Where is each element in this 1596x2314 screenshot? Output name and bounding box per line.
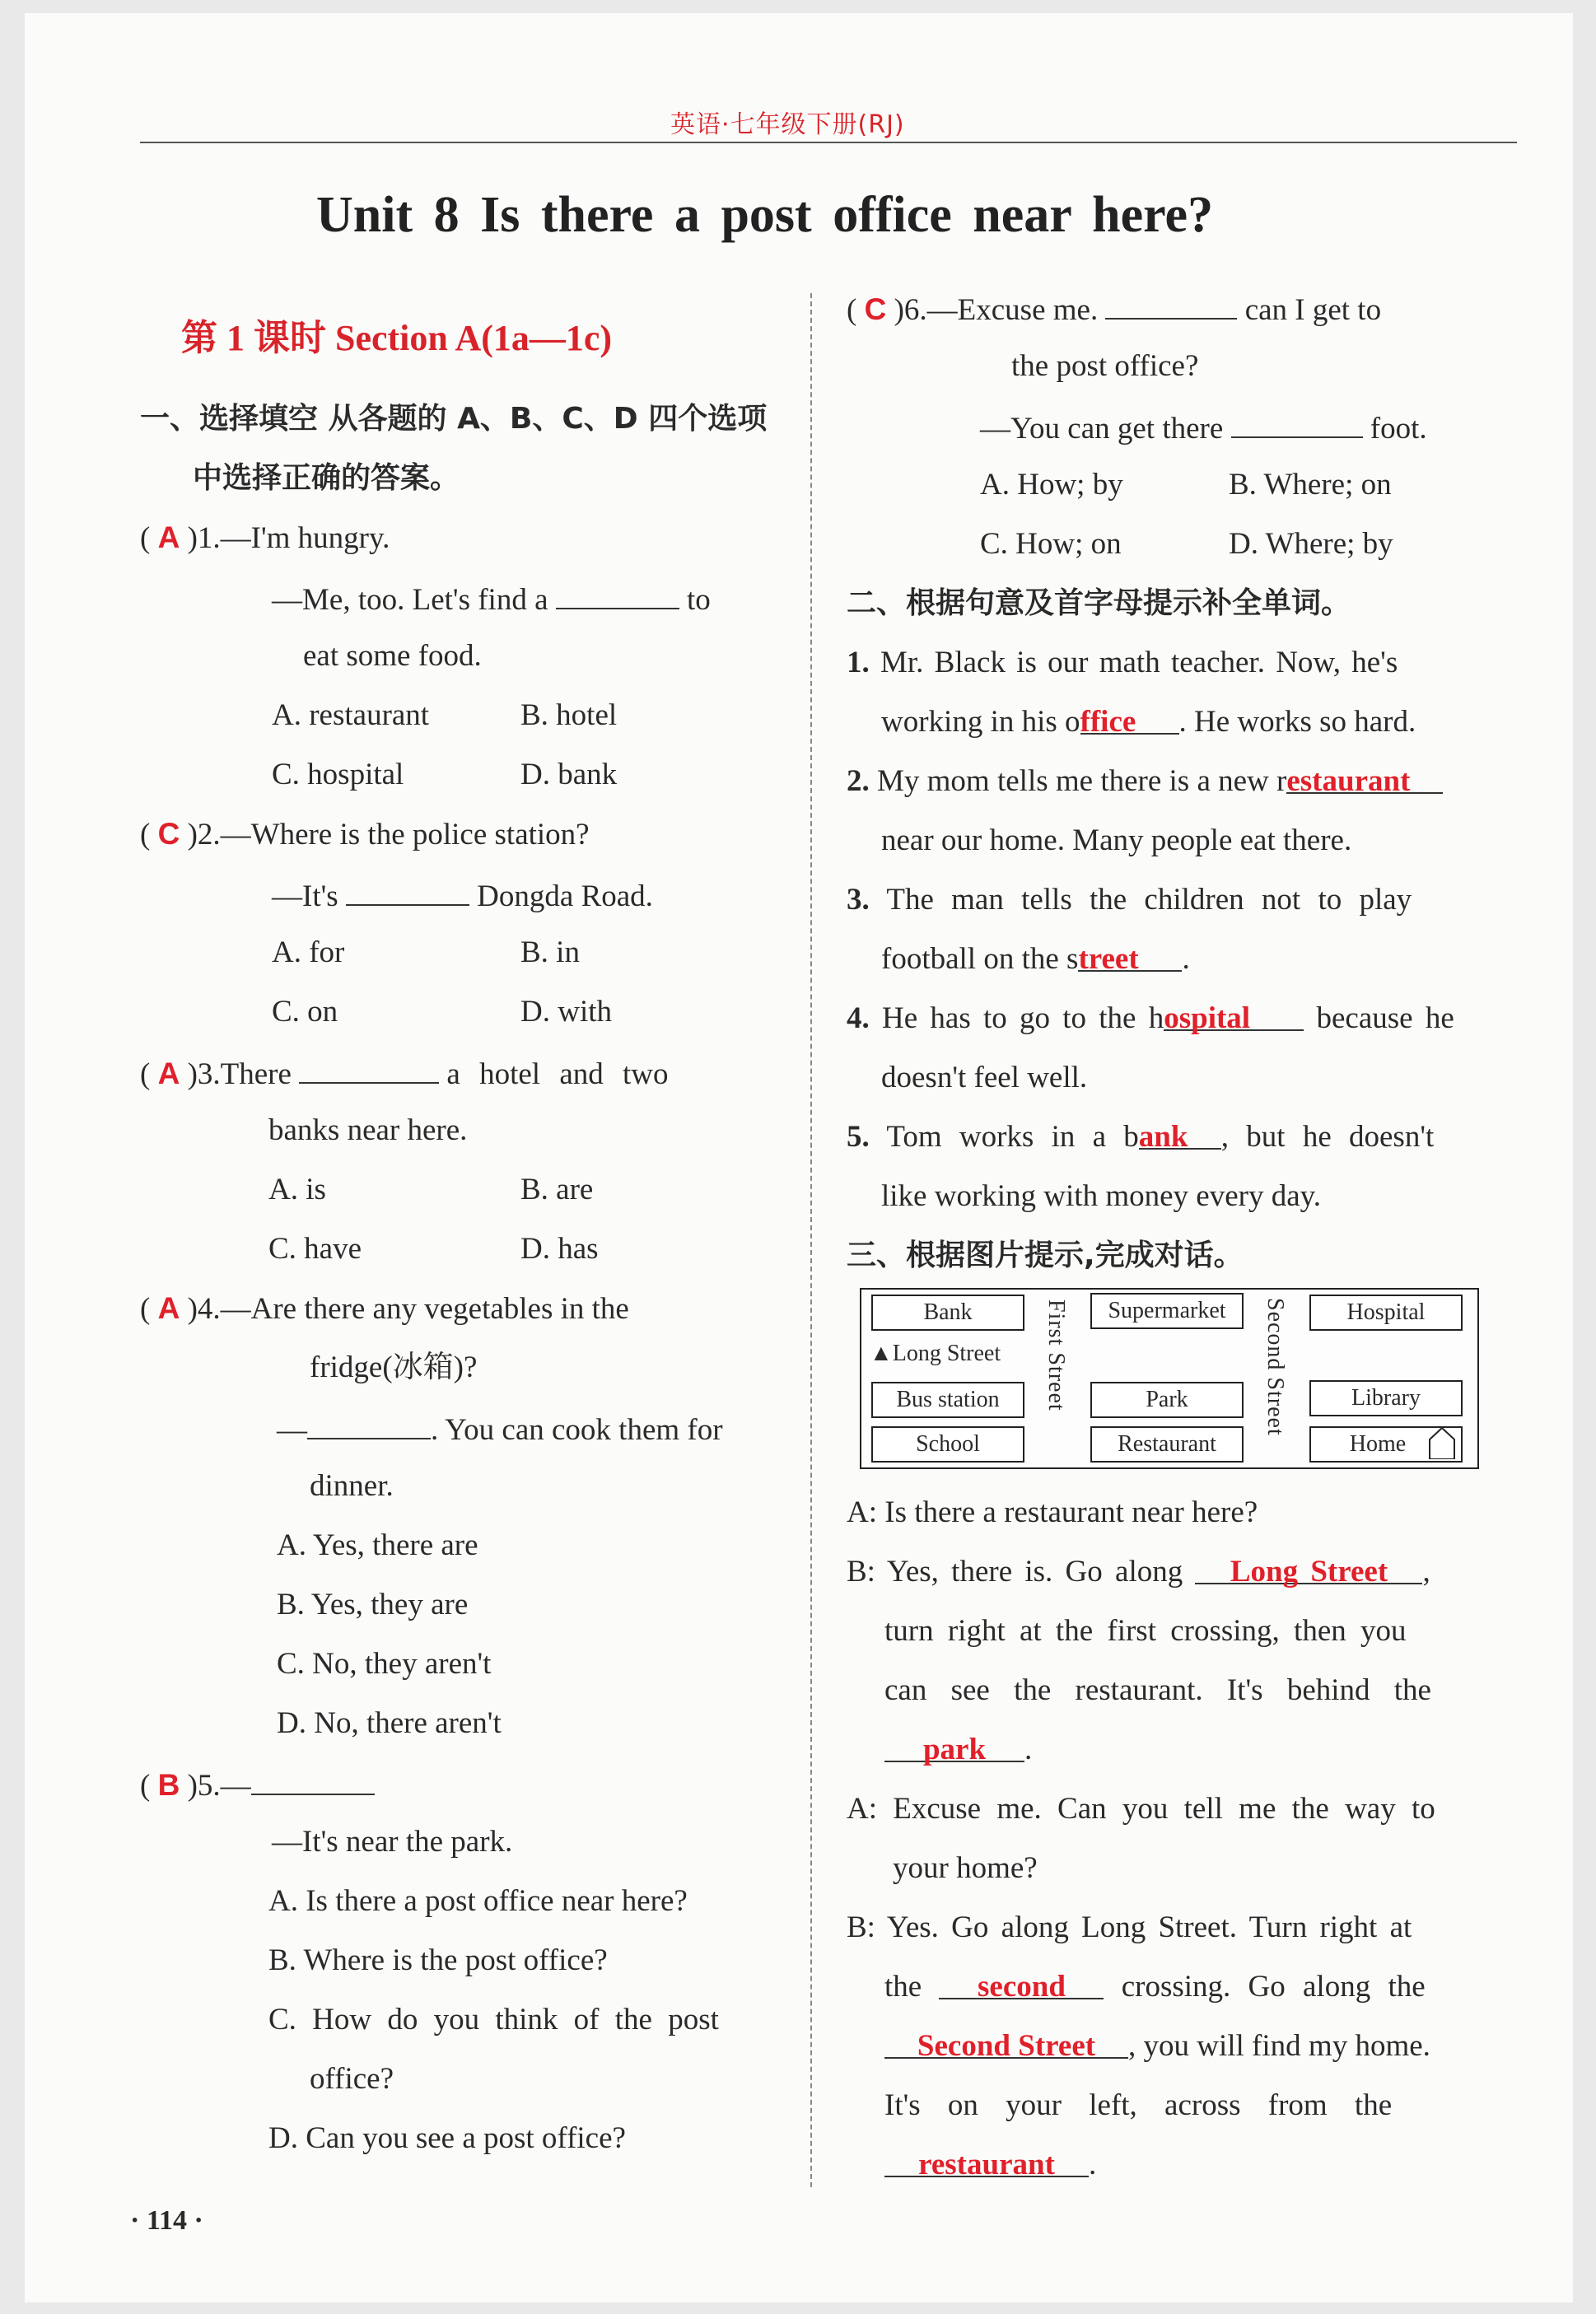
q5-option-a: A. Is there a post office near here? bbox=[268, 1884, 688, 1918]
p2-s2-line1 bbox=[847, 763, 1443, 800]
q2-line2b: Dongda Road. bbox=[477, 879, 653, 913]
q6-number: )6. bbox=[894, 293, 927, 327]
p2-s5-fill: ank bbox=[1138, 1120, 1188, 1154]
q4-line2: fridge(冰箱)? bbox=[310, 1351, 478, 1384]
p2-s4-text1a: He has to go to the h bbox=[882, 1001, 1164, 1035]
q3-option-c: C. have bbox=[268, 1232, 362, 1266]
dialogue-line5b: . bbox=[1024, 1733, 1033, 1766]
p2-s1-text1: Mr. Black is our math teacher. Now, he's bbox=[880, 646, 1398, 679]
dialogue-line9 bbox=[884, 1968, 1426, 2006]
q5-option-d: D. Can you see a post office? bbox=[268, 2121, 626, 2155]
q3-option-b: B. are bbox=[520, 1173, 594, 1206]
q2-blank[interactable] bbox=[346, 875, 469, 906]
map-restaurant: Restaurant bbox=[1090, 1426, 1244, 1463]
q2-number: )2. bbox=[187, 818, 221, 851]
q1-line3: eat some food. bbox=[303, 639, 482, 673]
dialogue-blank-3[interactable] bbox=[939, 1968, 1104, 2004]
dialogue-blank-4[interactable] bbox=[884, 2027, 1128, 2063]
p2-s3-text2a: football on the s bbox=[881, 942, 1079, 976]
p2-s2-number: 2. bbox=[847, 764, 870, 798]
p2-s4-fill: ospital bbox=[1164, 1001, 1251, 1035]
p2-s3-blank[interactable] bbox=[1078, 940, 1182, 976]
q4-option-b: B. Yes, they are bbox=[277, 1588, 469, 1621]
p2-s4-blank[interactable] bbox=[1164, 1000, 1304, 1035]
dialogue-fill-3: second bbox=[978, 1970, 1066, 2004]
map-supermarket: Supermarket bbox=[1090, 1293, 1244, 1329]
section-title bbox=[181, 308, 612, 361]
q6-blank-1[interactable] bbox=[1105, 288, 1237, 320]
q4-line1: —Are there any vegetables in the bbox=[220, 1292, 629, 1326]
page-number: · 114 · bbox=[130, 2205, 203, 2236]
q6-line3a: —You can get there bbox=[980, 412, 1224, 446]
header-rule bbox=[140, 142, 1517, 143]
p2-s5-text1a: Tom works in a b bbox=[886, 1120, 1139, 1154]
q5-option-c: C. How do you think of the post bbox=[268, 2003, 719, 2036]
q6-option-d: D. Where; by bbox=[1229, 527, 1393, 561]
map-home: Home bbox=[1309, 1426, 1463, 1463]
p2-s1-text2b: . He works so hard. bbox=[1178, 705, 1416, 739]
street-map bbox=[860, 1288, 1479, 1469]
dialogue-fill-4: Second Street bbox=[917, 2029, 1096, 2063]
dialogue-line12 bbox=[884, 2146, 1096, 2184]
map-hospital: Hospital bbox=[1309, 1295, 1463, 1331]
q5-stem: ( B )5.— bbox=[140, 1764, 375, 1805]
q4-stem: ( A )4.—Are there any vegetables in the bbox=[140, 1291, 629, 1326]
q1-option-d: D. bank bbox=[520, 758, 618, 791]
q1-line2b: to bbox=[687, 583, 711, 617]
p2-s1-line2 bbox=[881, 703, 1416, 741]
q1-option-c: C. hospital bbox=[272, 758, 404, 791]
dialogue-line11: It's on your left, across from the bbox=[884, 2088, 1393, 2122]
q6-stem: ( C )6.—Excuse me. can I get to bbox=[847, 288, 1381, 329]
q4-option-a: A. Yes, there are bbox=[277, 1528, 478, 1562]
p2-s4-number: 4. bbox=[847, 1001, 870, 1035]
q4-line3a: — bbox=[277, 1413, 307, 1447]
part1-title: 一、选择填空 从各题的 A、B、C、D 四个选项 bbox=[140, 402, 768, 436]
q3-option-d: D. has bbox=[520, 1232, 599, 1266]
q5-line2: —It's near the park. bbox=[272, 1825, 513, 1859]
p2-s2-line2: near our home. Many people eat there. bbox=[881, 823, 1352, 857]
q1-option-a: A. restaurant bbox=[272, 698, 430, 732]
dialogue-line12b: . bbox=[1089, 2148, 1097, 2181]
dialogue-fill-2: park bbox=[922, 1733, 987, 1766]
dialogue-line2a: B: Yes, there is. Go along bbox=[847, 1555, 1183, 1589]
p2-s2-text1a: My mom tells me there is a new r bbox=[877, 764, 1287, 798]
q2-stem: ( C )2.—Where is the police station? bbox=[140, 817, 590, 851]
p2-s3-number: 3. bbox=[847, 883, 870, 917]
p2-s5-line2: like working with money every day. bbox=[881, 1179, 1321, 1213]
p2-s4-line2: doesn't feel well. bbox=[881, 1061, 1088, 1094]
q5-blank[interactable] bbox=[251, 1764, 375, 1795]
q6-option-c: C. How; on bbox=[980, 527, 1122, 561]
p2-s4-line1 bbox=[847, 1000, 1454, 1038]
p2-s5-number: 5. bbox=[847, 1120, 870, 1154]
p2-s1-fill: ffice bbox=[1080, 705, 1136, 739]
q3-line1b: a hotel and two bbox=[446, 1057, 669, 1091]
q3-line1a: There bbox=[220, 1057, 292, 1091]
dialogue-line7: your home? bbox=[893, 1851, 1038, 1885]
q5-line1: — bbox=[220, 1769, 251, 1803]
dialogue-blank-2[interactable] bbox=[884, 1731, 1024, 1766]
dialogue-line1: A: Is there a restaurant near here? bbox=[847, 1495, 1258, 1529]
q3-number: )3. bbox=[187, 1057, 221, 1091]
dialogue-fill-5: restaurant bbox=[918, 2148, 1055, 2181]
dialogue-fill-1: Long Street bbox=[1230, 1555, 1388, 1589]
dialogue-line5 bbox=[884, 1731, 1032, 1769]
dialogue-line10 bbox=[884, 2027, 1430, 2065]
q4-line3b: . You can cook them for bbox=[431, 1413, 723, 1447]
q6-option-b: B. Where; on bbox=[1229, 468, 1392, 502]
q5-answer: B bbox=[157, 1768, 180, 1802]
p2-s4-text1b: because he bbox=[1316, 1001, 1454, 1035]
part3-title: 三、根据图片提示,完成对话。 bbox=[847, 1239, 1244, 1272]
q2-option-d: D. with bbox=[520, 995, 612, 1029]
q3-blank[interactable] bbox=[299, 1052, 439, 1084]
p2-s5-blank[interactable] bbox=[1138, 1118, 1221, 1154]
p2-s1-number: 1. bbox=[847, 646, 870, 679]
p2-s3-line1 bbox=[847, 881, 1412, 919]
q6-option-a: A. How; by bbox=[980, 468, 1123, 502]
p2-s1-blank[interactable] bbox=[1080, 703, 1179, 739]
p2-s1-text2a: working in his o bbox=[881, 705, 1080, 739]
q6-line3b: foot. bbox=[1370, 412, 1427, 446]
book-header: 英语·七年级下册(RJ) bbox=[670, 110, 905, 139]
q3-option-a: A. is bbox=[268, 1173, 326, 1206]
q1-line1: —I'm hungry. bbox=[220, 521, 390, 555]
dialogue-line6: A: Excuse me. Can you tell me the way to bbox=[847, 1792, 1435, 1826]
house-icon bbox=[1428, 1426, 1456, 1459]
q2-option-b: B. in bbox=[520, 935, 580, 969]
map-second-street: Second Street bbox=[1262, 1298, 1288, 1436]
p2-s3-text2b: . bbox=[1182, 942, 1190, 976]
map-library: Library bbox=[1309, 1380, 1463, 1416]
p2-s3-line2 bbox=[881, 940, 1190, 978]
q5-option-c-cont: office? bbox=[310, 2062, 394, 2096]
p2-s1-line1 bbox=[847, 644, 1398, 682]
q1-option-b: B. hotel bbox=[520, 698, 618, 732]
q3-line2: banks near here. bbox=[268, 1113, 468, 1147]
q3-answer: A bbox=[157, 1057, 180, 1090]
q2-option-c: C. on bbox=[272, 995, 338, 1029]
part2-title: 二、根据句意及首字母提示补全单词。 bbox=[847, 586, 1351, 620]
dialogue-blank-1[interactable] bbox=[1195, 1553, 1422, 1589]
part1-title-line2: 中选择正确的答案。 bbox=[193, 461, 460, 495]
p2-s3-text1: The man tells the children not to play bbox=[886, 883, 1412, 917]
q1-answer: A bbox=[157, 520, 180, 554]
q2-line2 bbox=[272, 875, 653, 916]
dialogue-blank-5[interactable] bbox=[884, 2146, 1089, 2181]
q1-stem: ( A )1.—I'm hungry. bbox=[140, 520, 390, 555]
q4-line4: dinner. bbox=[310, 1469, 394, 1503]
q6-blank-2[interactable] bbox=[1231, 407, 1363, 438]
dialogue-line9b: crossing. Go along the bbox=[1121, 1970, 1426, 2004]
map-bank: Bank bbox=[871, 1295, 1024, 1331]
q1-number: )1. bbox=[187, 521, 221, 555]
unit-title: Unit 8 Is there a post office near here? bbox=[316, 187, 1214, 243]
p2-s5-text1b: , but he doesn't bbox=[1220, 1120, 1435, 1154]
q4-option-c: C. No, they aren't bbox=[277, 1647, 492, 1681]
dialogue-line4: can see the restaurant. It's behind the bbox=[884, 1673, 1431, 1707]
q1-line2 bbox=[272, 578, 711, 619]
dialogue-line2 bbox=[847, 1553, 1430, 1591]
q6-line2: the post office? bbox=[1011, 349, 1199, 383]
p2-s3-fill: treet bbox=[1078, 942, 1139, 976]
q6-line1b: can I get to bbox=[1244, 293, 1382, 327]
q6-line3 bbox=[980, 407, 1427, 448]
q2-line1: —Where is the police station? bbox=[220, 818, 590, 851]
q5-number: )5. bbox=[187, 1769, 221, 1803]
q4-option-d: D. No, there aren't bbox=[277, 1706, 502, 1740]
map-park: Park bbox=[1090, 1382, 1244, 1418]
worksheet-page bbox=[25, 13, 1573, 2302]
column-divider bbox=[810, 293, 812, 2187]
map-school: School bbox=[871, 1426, 1024, 1463]
q4-answer: A bbox=[157, 1291, 180, 1325]
q6-answer: C bbox=[864, 292, 887, 326]
q1-line2a: —Me, too. Let's find a bbox=[272, 583, 548, 617]
q2-answer: C bbox=[157, 817, 180, 851]
p2-s5-line1 bbox=[847, 1118, 1434, 1156]
section-title-text: 第 1 课时 Section A(1a—1c) bbox=[181, 318, 613, 358]
q3-stem: ( A )3.There a hotel and two bbox=[140, 1052, 669, 1094]
map-first-street: First Street bbox=[1043, 1299, 1069, 1411]
dialogue-line8: B: Yes. Go along Long Street. Turn right at bbox=[847, 1910, 1412, 1944]
q5-option-b: B. Where is the post office? bbox=[268, 1943, 608, 1977]
q4-number: )4. bbox=[187, 1292, 221, 1326]
q2-option-a: A. for bbox=[272, 935, 345, 969]
dialogue-line3: turn right at the first crossing, then you bbox=[884, 1614, 1407, 1648]
dialogue-line2b: , bbox=[1422, 1555, 1430, 1589]
dialogue-line9a: the bbox=[884, 1970, 922, 2004]
q2-line2a: —It's bbox=[272, 879, 338, 913]
dialogue-line10b: , you will find my home. bbox=[1128, 2029, 1430, 2063]
p2-s2-fill: estaurant bbox=[1286, 764, 1411, 798]
p2-s2-blank[interactable] bbox=[1286, 763, 1443, 798]
q6-line1a: —Excuse me. bbox=[926, 293, 1099, 327]
q4-blank[interactable] bbox=[307, 1408, 431, 1439]
map-bus-station: Bus station bbox=[871, 1382, 1024, 1418]
q1-blank[interactable] bbox=[556, 578, 679, 609]
q4-line3 bbox=[277, 1408, 723, 1449]
map-long-street: ▲Long Street bbox=[870, 1341, 1001, 1366]
